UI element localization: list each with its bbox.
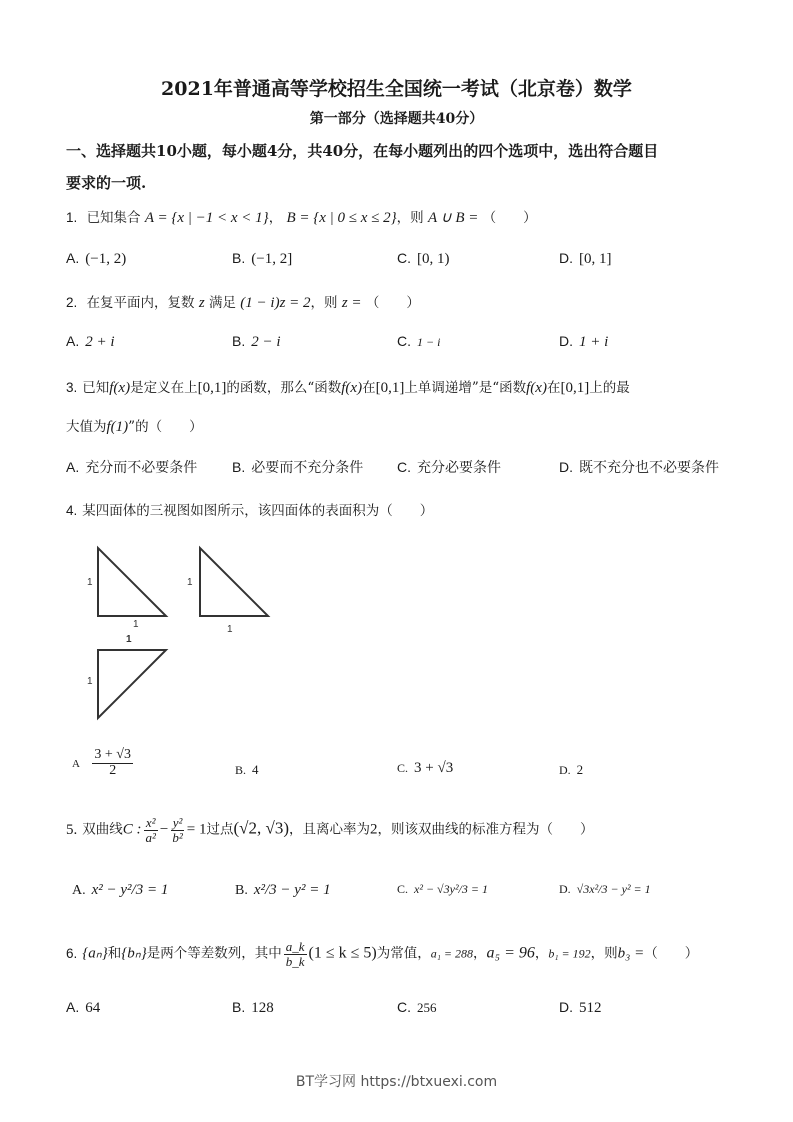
- q4-option-c[interactable]: C. 3 + √3: [397, 760, 454, 776]
- q2-option-b[interactable]: B. 2 − i: [232, 333, 281, 350]
- q6-option-c[interactable]: C. 256: [397, 999, 437, 1015]
- question-2-stem: 2. 在复平面内，复数 z 满足 (1 − i)z = 2，则 z = （ ）: [66, 295, 420, 311]
- front-view-width-label: 1: [133, 619, 139, 630]
- top-view-width-label: 1: [126, 634, 132, 645]
- q3-option-b[interactable]: B. 必要而不充分条件: [232, 459, 364, 476]
- question-3-stem-line-2: 大值为f(1)”的（ ）: [66, 419, 203, 435]
- instructions-line-2: 要求的一项.: [66, 174, 147, 192]
- q1-option-d[interactable]: D. [0, 1]: [559, 250, 612, 267]
- q3-option-c[interactable]: C. 充分必要条件: [397, 459, 501, 476]
- q6-option-d[interactable]: D. 512: [559, 999, 602, 1016]
- q4-option-b[interactable]: B. 4: [235, 762, 259, 777]
- q5-option-c[interactable]: C. x² − √3y²/3 = 1: [397, 882, 488, 896]
- q2-option-a[interactable]: A. 2 + i: [66, 333, 115, 350]
- q4-option-a[interactable]: A $\frac{3 + √3}{2}$: [72, 747, 131, 778]
- side-view-height-label: 1: [187, 577, 193, 588]
- q1-option-b[interactable]: B. (−1, 2]: [232, 250, 293, 267]
- question-4-stem: 4. 某四面体的三视图如图所示，该四面体的表面积为（ ）: [66, 503, 434, 519]
- q4-option-d[interactable]: D. 2: [559, 762, 584, 777]
- page-title: 2021年普通高等学校招生全国统一考试（北京卷）数学: [161, 78, 632, 100]
- side-view-width-label: 1: [227, 624, 233, 635]
- footer-watermark: BT学习网 https://btxuexi.com: [295, 1074, 498, 1090]
- q3-option-d[interactable]: D. 既不充分也不必要条件: [559, 459, 719, 476]
- question-3-stem-line-1: 3. 已知f(x)是定义在上[0,1]的函数，那么“函数f(x)在[0,1]上单调递增”是“函数f(x)在[0,1]上的最: [66, 380, 630, 396]
- top-view-height-label: 1: [87, 676, 93, 687]
- q6-option-b[interactable]: B. 128: [232, 999, 274, 1016]
- q5-option-a[interactable]: A. x² − y²/3 = 1: [72, 882, 169, 898]
- q1-option-a[interactable]: A. (−1, 2): [66, 250, 127, 267]
- q5-option-d[interactable]: D. √3x²/3 − y² = 1: [559, 882, 651, 896]
- question-1-stem: 1. 已知集合 A = {x | −1 < x < 1}， B = {x | 0 ≤ x ≤ 2}，则 A ∪ B = （ ）: [66, 210, 537, 226]
- section-title: 第一部分（选择题共40分）: [309, 111, 484, 127]
- q1-option-c[interactable]: C. [0, 1): [397, 250, 450, 267]
- instructions-line-1: 一、选择题共10小题，每小题4分，共40分，在每小题列出的四个选项中，选出符合题目: [66, 142, 659, 160]
- q5-option-b[interactable]: B. x²/3 − y² = 1: [235, 882, 331, 898]
- q2-option-c[interactable]: C. 1 − i: [397, 333, 441, 349]
- question-6-stem: 6. {aₙ}和{bₙ}是两个等差数列，其中 $\frac{a\_k}{b\_k}$ (1 ≤ k ≤ 5)为常值，a₁ = 288，a₅ = 96，b₁ = 192，则b₃ =（ ）: [66, 939, 699, 969]
- q6-option-a[interactable]: A. 64: [66, 999, 101, 1016]
- q2-option-d[interactable]: D. 1 + i: [559, 333, 609, 350]
- front-view-height-label: 1: [87, 577, 93, 588]
- question-5-stem: 5. 双曲线C : $\frac{\text{x²}}{\text{a²}}$ − $\frac{\text{y²}}{\text{b²}}$ = 1过点(√2, √3)，且离心率为2，则该双曲线的标准方程为（ ）: [66, 815, 594, 845]
- q3-option-a[interactable]: A. 充分而不必要条件: [66, 459, 198, 476]
